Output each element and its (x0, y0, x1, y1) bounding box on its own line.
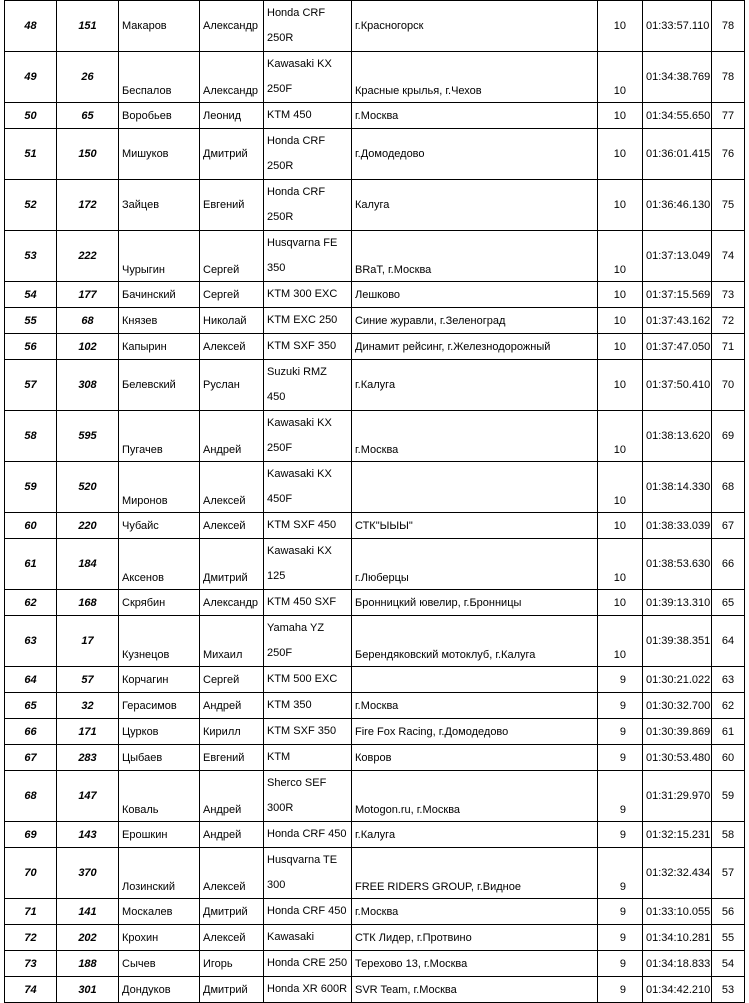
team-city-cell: г.Люберцы (352, 539, 598, 590)
table-row (5, 616, 745, 667)
position-cell: 70 (5, 848, 57, 899)
surname-cell: Белевский (119, 360, 200, 411)
laps-cell: 9 (598, 899, 643, 925)
points-cell: 60 (712, 745, 745, 771)
time-cell: 01:34:38.769 (643, 52, 712, 103)
position-cell: 66 (5, 719, 57, 745)
motorcycle-cell: Husqvarna FE 350 (264, 231, 352, 282)
table-row (5, 925, 745, 951)
points-cell: 78 (712, 1, 745, 52)
laps-cell: 10 (598, 308, 643, 334)
laps-cell: 10 (598, 360, 643, 411)
results-table-container (4, 0, 745, 1003)
team-city-cell: г.Домодедово (352, 129, 598, 180)
table-row (5, 308, 745, 334)
time-cell: 01:38:13.620 (643, 411, 712, 462)
first-name-cell: Дмитрий (200, 129, 264, 180)
table-row (5, 822, 745, 848)
race-number-cell: 171 (57, 719, 119, 745)
position-cell: 71 (5, 899, 57, 925)
race-number-cell: 147 (57, 771, 119, 822)
position-cell: 74 (5, 977, 57, 1003)
race-number-cell: 68 (57, 308, 119, 334)
team-city-cell: FREE RIDERS GROUP, г.Видное (352, 848, 598, 899)
surname-cell: Герасимов (119, 693, 200, 719)
points-cell: 62 (712, 693, 745, 719)
time-cell: 01:30:53.480 (643, 745, 712, 771)
surname-cell: Воробьев (119, 103, 200, 129)
team-city-cell: г.Калуга (352, 360, 598, 411)
time-cell: 01:38:33.039 (643, 513, 712, 539)
motorcycle-cell: Suzuki RMZ 450 (264, 360, 352, 411)
results-table-body (5, 1, 745, 1003)
laps-cell: 9 (598, 848, 643, 899)
points-cell: 67 (712, 513, 745, 539)
team-city-cell: Берендяковский мотоклуб, г.Калуга (352, 616, 598, 667)
position-cell: 50 (5, 103, 57, 129)
surname-cell: Бачинский (119, 282, 200, 308)
table-row (5, 129, 745, 180)
motorcycle-cell: Honda CRF 250R (264, 129, 352, 180)
position-cell: 60 (5, 513, 57, 539)
first-name-cell: Евгений (200, 745, 264, 771)
surname-cell: Капырин (119, 334, 200, 360)
first-name-cell: Сергей (200, 231, 264, 282)
surname-cell: Цыбаев (119, 745, 200, 771)
motorcycle-cell: Honda CRF 450 (264, 822, 352, 848)
table-row (5, 334, 745, 360)
surname-cell: Чубайс (119, 513, 200, 539)
race-number-cell: 520 (57, 462, 119, 513)
laps-cell: 10 (598, 282, 643, 308)
team-city-cell: г.Москва (352, 693, 598, 719)
table-row (5, 513, 745, 539)
race-number-cell: 168 (57, 590, 119, 616)
first-name-cell: Руслан (200, 360, 264, 411)
surname-cell: Мишуков (119, 129, 200, 180)
time-cell: 01:33:10.055 (643, 899, 712, 925)
first-name-cell: Алексей (200, 462, 264, 513)
surname-cell: Пугачев (119, 411, 200, 462)
surname-cell: Беспалов (119, 52, 200, 103)
table-row (5, 745, 745, 771)
motorcycle-cell: Honda CRF 250R (264, 1, 352, 52)
laps-cell: 9 (598, 719, 643, 745)
first-name-cell: Андрей (200, 822, 264, 848)
laps-cell: 9 (598, 822, 643, 848)
team-city-cell: Терехово 13, г.Москва (352, 951, 598, 977)
laps-cell: 10 (598, 1, 643, 52)
table-row (5, 771, 745, 822)
laps-cell: 10 (598, 180, 643, 231)
first-name-cell: Михаил (200, 616, 264, 667)
surname-cell: Скрябин (119, 590, 200, 616)
motorcycle-cell: KTM 450 (264, 103, 352, 129)
time-cell: 01:38:53.630 (643, 539, 712, 590)
motorcycle-cell: Honda XR 600R (264, 977, 352, 1003)
motorcycle-cell: Kawasaki KX 250F (264, 411, 352, 462)
laps-cell: 10 (598, 539, 643, 590)
table-row (5, 231, 745, 282)
motorcycle-cell: Honda CRE 250 (264, 951, 352, 977)
time-cell: 01:31:29.970 (643, 771, 712, 822)
first-name-cell: Игорь (200, 951, 264, 977)
race-number-cell: 222 (57, 231, 119, 282)
laps-cell: 9 (598, 951, 643, 977)
motorcycle-cell: Honda CRF 450 (264, 899, 352, 925)
team-city-cell: СТК"ЫЫЫ" (352, 513, 598, 539)
first-name-cell: Дмитрий (200, 899, 264, 925)
surname-cell: Корчагин (119, 667, 200, 693)
race-number-cell: 17 (57, 616, 119, 667)
race-number-cell: 301 (57, 977, 119, 1003)
first-name-cell: Сергей (200, 667, 264, 693)
position-cell: 51 (5, 129, 57, 180)
motorcycle-cell: KTM 500 EXC (264, 667, 352, 693)
points-cell: 58 (712, 822, 745, 848)
time-cell: 01:36:01.415 (643, 129, 712, 180)
race-number-cell: 202 (57, 925, 119, 951)
first-name-cell: Алексей (200, 334, 264, 360)
race-number-cell: 220 (57, 513, 119, 539)
motorcycle-cell: KTM SXF 350 (264, 334, 352, 360)
first-name-cell: Николай (200, 308, 264, 334)
race-number-cell: 370 (57, 848, 119, 899)
race-number-cell: 595 (57, 411, 119, 462)
motorcycle-cell: Yamaha YZ 250F (264, 616, 352, 667)
motorcycle-cell: KTM 350 (264, 693, 352, 719)
surname-cell: Сычев (119, 951, 200, 977)
position-cell: 56 (5, 334, 57, 360)
position-cell: 49 (5, 52, 57, 103)
surname-cell: Москалев (119, 899, 200, 925)
time-cell: 01:36:46.130 (643, 180, 712, 231)
points-cell: 78 (712, 52, 745, 103)
first-name-cell: Евгений (200, 180, 264, 231)
points-cell: 66 (712, 539, 745, 590)
points-cell: 68 (712, 462, 745, 513)
time-cell: 01:32:15.231 (643, 822, 712, 848)
race-number-cell: 141 (57, 899, 119, 925)
points-cell: 75 (712, 180, 745, 231)
points-cell: 73 (712, 282, 745, 308)
team-city-cell: Лешково (352, 282, 598, 308)
race-number-cell: 57 (57, 667, 119, 693)
time-cell: 01:33:57.110 (643, 1, 712, 52)
table-row (5, 977, 745, 1003)
time-cell: 01:37:13.049 (643, 231, 712, 282)
time-cell: 01:34:55.650 (643, 103, 712, 129)
position-cell: 64 (5, 667, 57, 693)
motorcycle-cell: KTM SXF 450 (264, 513, 352, 539)
motorcycle-cell: Kawasaki KX 450F (264, 462, 352, 513)
team-city-cell: г.Москва (352, 103, 598, 129)
first-name-cell: Алексей (200, 848, 264, 899)
table-row (5, 951, 745, 977)
time-cell: 01:30:32.700 (643, 693, 712, 719)
team-city-cell: Синие журавли, г.Зеленоград (352, 308, 598, 334)
first-name-cell: Сергей (200, 282, 264, 308)
race-number-cell: 177 (57, 282, 119, 308)
time-cell: 01:38:14.330 (643, 462, 712, 513)
team-city-cell: Калуга (352, 180, 598, 231)
first-name-cell: Кирилл (200, 719, 264, 745)
results-table (4, 0, 745, 1003)
laps-cell: 9 (598, 667, 643, 693)
team-city-cell: Fire Fox Racing, г.Домодедово (352, 719, 598, 745)
laps-cell: 10 (598, 616, 643, 667)
laps-cell: 10 (598, 52, 643, 103)
first-name-cell: Андрей (200, 771, 264, 822)
race-number-cell: 65 (57, 103, 119, 129)
race-number-cell: 32 (57, 693, 119, 719)
points-cell: 65 (712, 590, 745, 616)
position-cell: 53 (5, 231, 57, 282)
position-cell: 57 (5, 360, 57, 411)
table-row (5, 590, 745, 616)
position-cell: 61 (5, 539, 57, 590)
table-row (5, 180, 745, 231)
table-row (5, 539, 745, 590)
points-cell: 77 (712, 103, 745, 129)
laps-cell: 10 (598, 103, 643, 129)
team-city-cell (352, 667, 598, 693)
position-cell: 68 (5, 771, 57, 822)
motorcycle-cell: KTM 300 EXC (264, 282, 352, 308)
race-number-cell: 102 (57, 334, 119, 360)
surname-cell: Кузнецов (119, 616, 200, 667)
surname-cell: Цурков (119, 719, 200, 745)
time-cell: 01:37:43.162 (643, 308, 712, 334)
surname-cell: Князев (119, 308, 200, 334)
race-number-cell: 188 (57, 951, 119, 977)
points-cell: 54 (712, 951, 745, 977)
points-cell: 55 (712, 925, 745, 951)
motorcycle-cell: Husqvarna TE 300 (264, 848, 352, 899)
table-row (5, 667, 745, 693)
race-number-cell: 283 (57, 745, 119, 771)
time-cell: 01:34:10.281 (643, 925, 712, 951)
surname-cell: Дондуков (119, 977, 200, 1003)
time-cell: 01:37:50.410 (643, 360, 712, 411)
first-name-cell: Дмитрий (200, 977, 264, 1003)
table-row (5, 103, 745, 129)
laps-cell: 9 (598, 925, 643, 951)
team-city-cell: Ковров (352, 745, 598, 771)
laps-cell: 10 (598, 129, 643, 180)
laps-cell: 10 (598, 334, 643, 360)
race-number-cell: 150 (57, 129, 119, 180)
time-cell: 01:34:42.210 (643, 977, 712, 1003)
time-cell: 01:32:32.434 (643, 848, 712, 899)
points-cell: 71 (712, 334, 745, 360)
laps-cell: 10 (598, 411, 643, 462)
position-cell: 63 (5, 616, 57, 667)
surname-cell: Чурыгин (119, 231, 200, 282)
first-name-cell: Александр (200, 590, 264, 616)
race-number-cell: 26 (57, 52, 119, 103)
motorcycle-cell: Sherco SEF 300R (264, 771, 352, 822)
motorcycle-cell: Kawasaki KX 125 (264, 539, 352, 590)
time-cell: 01:39:38.351 (643, 616, 712, 667)
team-city-cell: Красные крылья, г.Чехов (352, 52, 598, 103)
team-city-cell (352, 462, 598, 513)
table-row (5, 1, 745, 52)
table-row (5, 411, 745, 462)
team-city-cell: СТК Лидер, г.Протвино (352, 925, 598, 951)
team-city-cell: г.Москва (352, 899, 598, 925)
points-cell: 63 (712, 667, 745, 693)
table-row (5, 848, 745, 899)
team-city-cell: Динамит рейсинг, г.Железнодорожный (352, 334, 598, 360)
team-city-cell: г.Красногорск (352, 1, 598, 52)
position-cell: 55 (5, 308, 57, 334)
laps-cell: 10 (598, 513, 643, 539)
motorcycle-cell: KTM (264, 745, 352, 771)
points-cell: 74 (712, 231, 745, 282)
laps-cell: 9 (598, 745, 643, 771)
first-name-cell: Алексей (200, 513, 264, 539)
table-row (5, 719, 745, 745)
first-name-cell: Александр (200, 52, 264, 103)
position-cell: 62 (5, 590, 57, 616)
surname-cell: Коваль (119, 771, 200, 822)
surname-cell: Зайцев (119, 180, 200, 231)
points-cell: 76 (712, 129, 745, 180)
position-cell: 59 (5, 462, 57, 513)
motorcycle-cell: Kawasaki KX 250F (264, 52, 352, 103)
points-cell: 56 (712, 899, 745, 925)
points-cell: 72 (712, 308, 745, 334)
time-cell: 01:39:13.310 (643, 590, 712, 616)
position-cell: 58 (5, 411, 57, 462)
laps-cell: 10 (598, 231, 643, 282)
team-city-cell: Motogon.ru, г.Москва (352, 771, 598, 822)
surname-cell: Ерошкин (119, 822, 200, 848)
points-cell: 70 (712, 360, 745, 411)
laps-cell: 10 (598, 590, 643, 616)
race-number-cell: 143 (57, 822, 119, 848)
race-number-cell: 184 (57, 539, 119, 590)
laps-cell: 9 (598, 977, 643, 1003)
first-name-cell: Алексей (200, 925, 264, 951)
table-row (5, 693, 745, 719)
points-cell: 59 (712, 771, 745, 822)
motorcycle-cell: Kawasaki (264, 925, 352, 951)
first-name-cell: Андрей (200, 411, 264, 462)
position-cell: 73 (5, 951, 57, 977)
time-cell: 01:30:39.869 (643, 719, 712, 745)
time-cell: 01:37:47.050 (643, 334, 712, 360)
position-cell: 54 (5, 282, 57, 308)
time-cell: 01:37:15.569 (643, 282, 712, 308)
first-name-cell: Александр (200, 1, 264, 52)
table-row (5, 462, 745, 513)
position-cell: 69 (5, 822, 57, 848)
points-cell: 57 (712, 848, 745, 899)
motorcycle-cell: KTM EXC 250 (264, 308, 352, 334)
first-name-cell: Леонид (200, 103, 264, 129)
laps-cell: 9 (598, 693, 643, 719)
laps-cell: 10 (598, 462, 643, 513)
first-name-cell: Андрей (200, 693, 264, 719)
team-city-cell: Бронницкий ювелир, г.Бронницы (352, 590, 598, 616)
race-number-cell: 172 (57, 180, 119, 231)
motorcycle-cell: Honda CRF 250R (264, 180, 352, 231)
surname-cell: Макаров (119, 1, 200, 52)
motorcycle-cell: KTM SXF 350 (264, 719, 352, 745)
time-cell: 01:34:18.833 (643, 951, 712, 977)
race-number-cell: 308 (57, 360, 119, 411)
race-number-cell: 151 (57, 1, 119, 52)
surname-cell: Лозинский (119, 848, 200, 899)
team-city-cell: г.Калуга (352, 822, 598, 848)
position-cell: 67 (5, 745, 57, 771)
points-cell: 61 (712, 719, 745, 745)
points-cell: 53 (712, 977, 745, 1003)
table-row (5, 360, 745, 411)
surname-cell: Крохин (119, 925, 200, 951)
team-city-cell: г.Москва (352, 411, 598, 462)
points-cell: 64 (712, 616, 745, 667)
position-cell: 65 (5, 693, 57, 719)
first-name-cell: Дмитрий (200, 539, 264, 590)
time-cell: 01:30:21.022 (643, 667, 712, 693)
table-row (5, 52, 745, 103)
surname-cell: Миронов (119, 462, 200, 513)
team-city-cell: BRaT, г.Москва (352, 231, 598, 282)
laps-cell: 9 (598, 771, 643, 822)
team-city-cell: SVR Team, г.Москва (352, 977, 598, 1003)
motorcycle-cell: KTM 450 SXF (264, 590, 352, 616)
points-cell: 69 (712, 411, 745, 462)
position-cell: 72 (5, 925, 57, 951)
table-row (5, 282, 745, 308)
table-row (5, 899, 745, 925)
position-cell: 48 (5, 1, 57, 52)
surname-cell: Аксенов (119, 539, 200, 590)
position-cell: 52 (5, 180, 57, 231)
